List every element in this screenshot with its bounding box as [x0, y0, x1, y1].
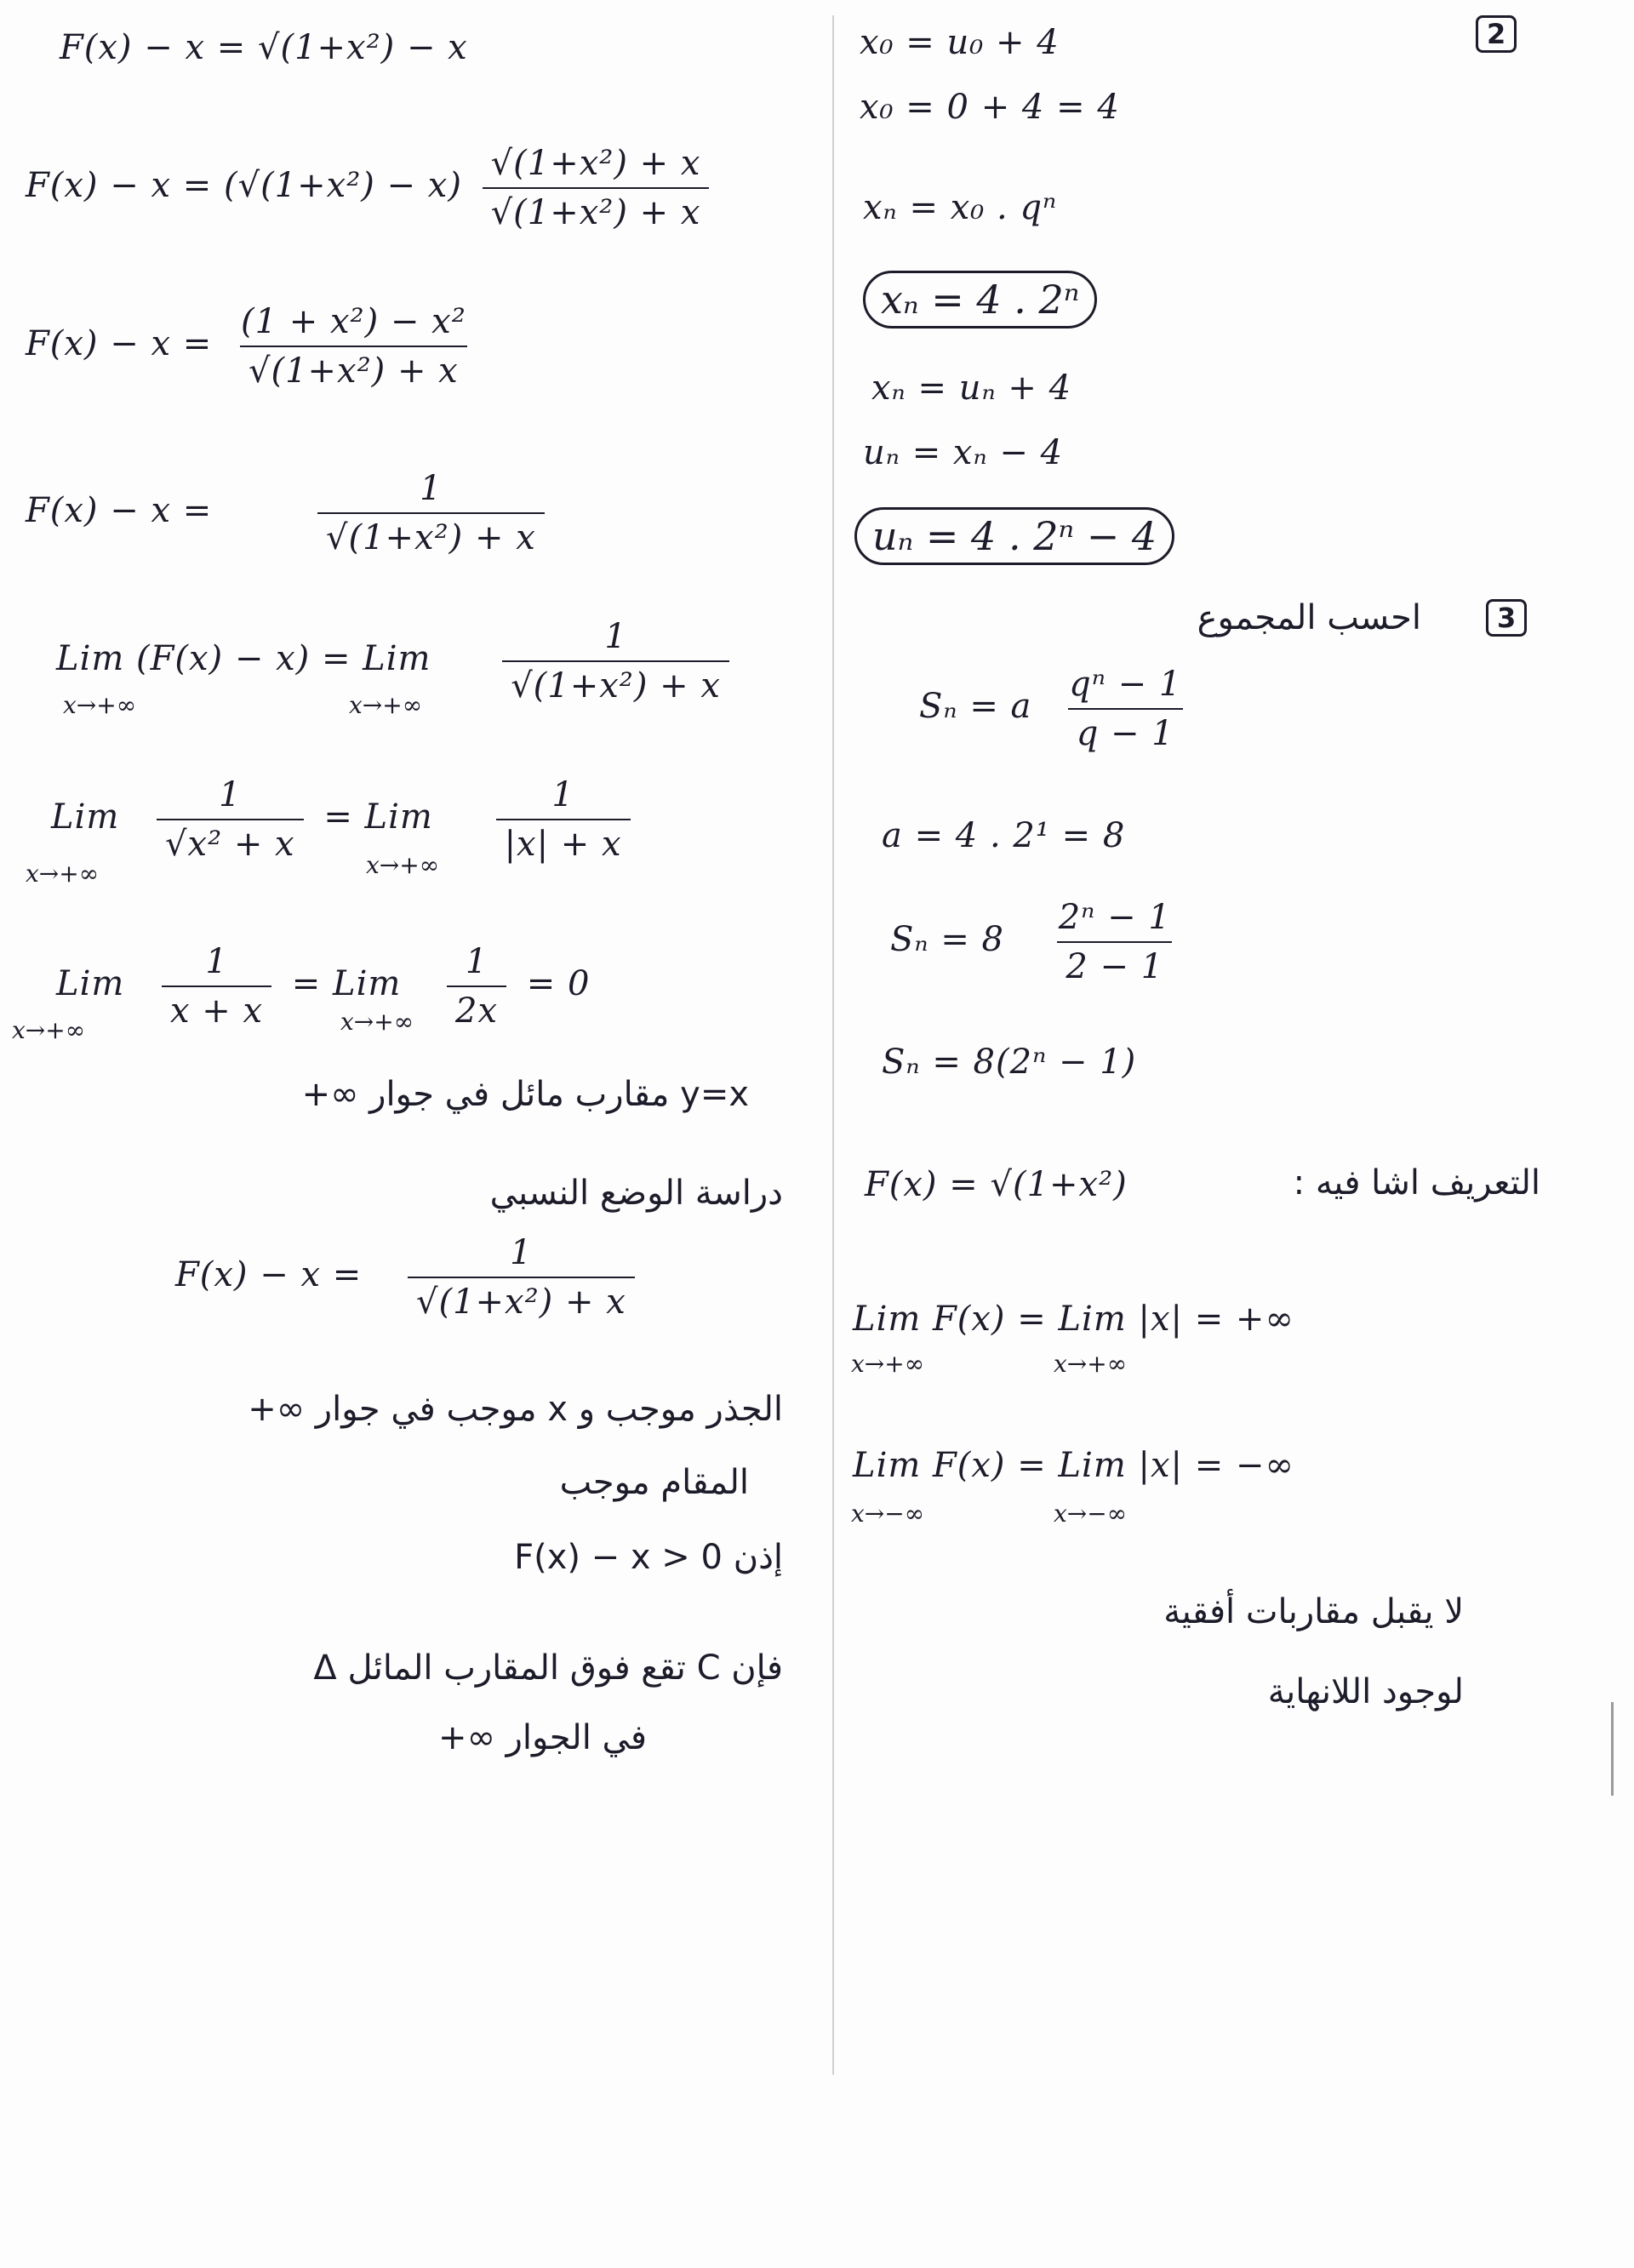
limit-minus-infinity: Lim F(x) = Lim |x| = −∞: [853, 1446, 1294, 1485]
column-divider: [832, 15, 834, 2075]
eq-line-7-result: = 0: [526, 964, 591, 1003]
arabic-note-denominator-positive: المقام موجب: [559, 1463, 749, 1502]
sum-line-2: a = 4 . 2¹ = 8: [882, 816, 1126, 855]
limit-minus-infinity-sub-1: x→−∞: [851, 1500, 925, 1528]
eq-line-1: F(x) − x = √(1+x²) − x: [60, 28, 468, 67]
eq-line-2-denominator: √(1+x²) + x: [483, 187, 710, 231]
seq-line-6: uₙ = xₙ − 4: [863, 433, 1064, 472]
eq-line-3-numerator: (1 + x²) − x²: [240, 302, 466, 341]
eq-line-6-numerator-2: 1: [551, 775, 574, 814]
arabic-note-no-horizontal-asymptote: لا يقبل مقاربات أفقية: [1163, 1592, 1464, 1631]
eq-line-5-fraction: [502, 618, 729, 705]
eq-line-8-fraction: [408, 1234, 635, 1321]
eq-line-5-sub-2: x→+∞: [349, 691, 423, 719]
seq-line-2: x₀ = 0 + 4 = 4: [860, 88, 1120, 127]
eq-line-7-numerator-1: 1: [205, 942, 228, 981]
eq-line-4-denominator: √(1+x²) + x: [317, 512, 545, 557]
arabic-note-relative-position: دراسة الوضع النسبي: [489, 1174, 783, 1213]
eq-line-3-denominator: √(1+x²) + x: [240, 346, 467, 390]
eq-line-5-denominator: √(1+x²) + x: [502, 660, 729, 705]
eq-line-6-denominator-2: |x| + x: [496, 819, 631, 863]
eq-line-7-denominator-1: x + x: [162, 985, 271, 1030]
eq-line-3-lhs: F(x) − x =: [26, 324, 213, 363]
eq-line-6-fraction-2: [496, 776, 631, 863]
eq-line-7-fraction-2: [447, 943, 506, 1030]
eq-line-2-fraction: [483, 145, 710, 231]
seq-line-5: xₙ = uₙ + 4: [871, 368, 1072, 408]
limit-minus-infinity-sub-2: x→−∞: [1054, 1500, 1128, 1528]
seq-line-7-boxed: uₙ = 4 . 2ⁿ − 4: [854, 507, 1174, 565]
sum-line-3-denominator: 2 − 1: [1057, 941, 1172, 985]
eq-line-7-denominator-2: 2x: [447, 985, 506, 1030]
eq-line-7-equals-lim: = Lim: [291, 964, 402, 1003]
limit-plus-infinity-sub-2: x→+∞: [1054, 1350, 1128, 1378]
question-number-3: 3: [1486, 599, 1527, 637]
eq-line-6-equals-lim: = Lim: [323, 797, 433, 837]
eq-line-7: [56, 943, 590, 1030]
sum-line-1-numerator: qⁿ − 1: [1069, 665, 1182, 704]
eq-line-6-sub-2: x→+∞: [366, 851, 440, 879]
eq-line-7-fraction-1: [162, 943, 271, 1030]
sum-line-3-numerator: 2ⁿ − 1: [1058, 898, 1171, 937]
sum-line-3: [890, 899, 1188, 985]
eq-line-4: [26, 470, 553, 557]
arabic-heading-definition: التعريف اشا فيه :: [1293, 1163, 1540, 1203]
sum-line-3-lhs: Sₙ = 8: [890, 920, 1005, 959]
eq-line-8: [175, 1234, 643, 1321]
eq-line-6-lim-1: Lim: [51, 797, 120, 837]
seq-line-1: x₀ = u₀ + 4: [860, 23, 1060, 62]
func-definition: F(x) = √(1+x²): [865, 1165, 1128, 1204]
eq-line-2: [26, 145, 717, 231]
arabic-note-asymptote: y=x مقارب مائل في جوار ∞+: [301, 1075, 749, 1114]
eq-line-7-sub-2: x→+∞: [340, 1008, 414, 1036]
seq-line-4-boxed: xₙ = 4 . 2ⁿ: [863, 271, 1097, 328]
seq-line-3: xₙ = x₀ . qⁿ: [863, 188, 1058, 227]
eq-line-4-fraction: [317, 470, 545, 557]
limit-plus-infinity: Lim F(x) = Lim |x| = +∞: [853, 1300, 1294, 1339]
eq-line-8-lhs: F(x) − x =: [175, 1255, 363, 1294]
eq-line-3: [26, 303, 483, 390]
eq-line-6-fraction-1: [157, 776, 304, 863]
eq-line-6-denominator-1: √x² + x: [157, 819, 304, 863]
eq-line-7-numerator-2: 1: [465, 942, 488, 981]
arabic-note-neighborhood: في الجوار ∞+: [438, 1718, 647, 1757]
arabic-note-infinity-reason: لوجود اللانهاية: [1267, 1672, 1464, 1711]
sum-line-1: [919, 666, 1198, 752]
edge-mark: [1611, 1702, 1614, 1796]
eq-line-3-fraction: [232, 303, 475, 390]
eq-line-6-sub-1: x→+∞: [26, 860, 100, 888]
eq-line-2-lhs: F(x) − x = (√(1+x²) − x): [26, 166, 462, 205]
arabic-note-curve-above: فإن C تقع فوق المقارب المائل Δ: [313, 1648, 783, 1688]
eq-line-6: [51, 776, 639, 863]
eq-line-8-numerator: 1: [510, 1233, 533, 1272]
eq-line-5-lhs: Lim (F(x) − x) = Lim: [56, 639, 431, 678]
eq-line-6-numerator-1: 1: [219, 775, 242, 814]
arabic-heading-sum: احسب المجموع: [1197, 598, 1421, 637]
arabic-note-root-positive: الجذر موجب و x موجب في جوار ∞+: [248, 1390, 783, 1429]
eq-line-4-lhs: F(x) − x =: [26, 491, 213, 530]
question-number-2: 2: [1476, 15, 1517, 53]
eq-line-5-sub-1: x→+∞: [63, 691, 137, 719]
eq-line-5-numerator: 1: [604, 617, 627, 656]
arabic-note-therefore: إذن F(x) − x > 0: [514, 1538, 783, 1577]
eq-line-7-sub-1: x→+∞: [12, 1016, 86, 1044]
sum-line-1-fraction: [1060, 666, 1190, 752]
sum-line-3-fraction: [1050, 899, 1180, 985]
eq-line-2-numerator: √(1+x²) + x: [490, 144, 701, 183]
eq-line-4-numerator: 1: [420, 469, 443, 508]
limit-plus-infinity-sub-1: x→+∞: [851, 1350, 925, 1378]
sum-line-4: Sₙ = 8(2ⁿ − 1): [882, 1043, 1137, 1082]
eq-line-7-lim-1: Lim: [56, 964, 125, 1003]
sum-line-1-denominator: q − 1: [1068, 708, 1183, 752]
eq-line-8-denominator: √(1+x²) + x: [408, 1277, 635, 1321]
sum-line-1-lhs: Sₙ = a: [919, 687, 1032, 726]
